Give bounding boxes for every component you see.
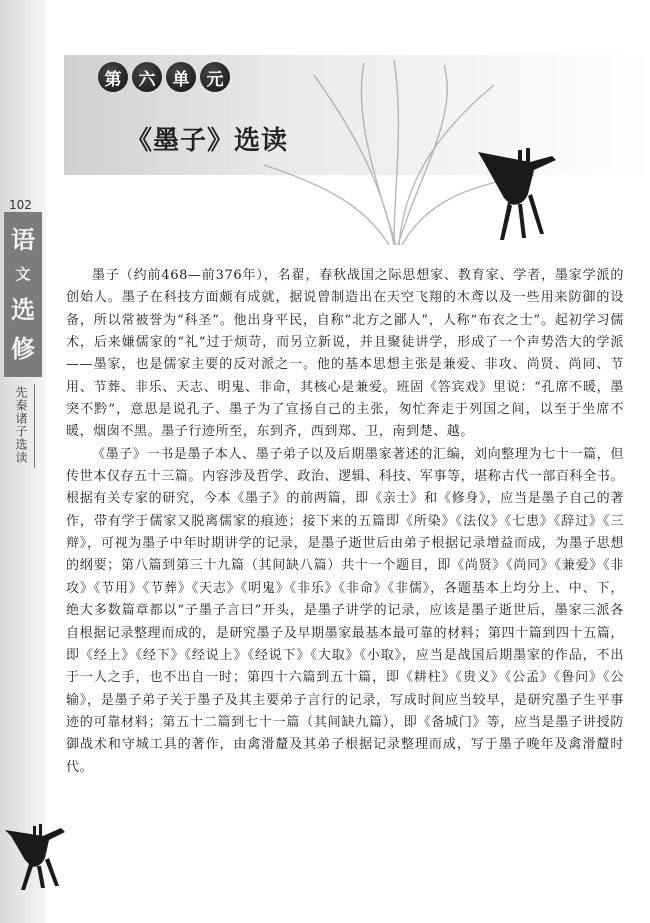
book-title-char: 修 bbox=[11, 334, 35, 364]
margin-divider bbox=[34, 384, 35, 468]
unit-char: 第 bbox=[98, 62, 128, 92]
unit-char: 单 bbox=[166, 62, 196, 92]
module-title: 先秦诸子选读 bbox=[14, 386, 28, 464]
book-title-char: 文 bbox=[15, 265, 31, 284]
unit-label bbox=[98, 62, 230, 92]
unit-char: 元 bbox=[200, 62, 230, 92]
bronze-jue-vessel-icon bbox=[470, 148, 560, 243]
bronze-jue-vessel-icon bbox=[3, 822, 67, 892]
paragraph: 墨子（约前468—前376年），名翟，春秋战国之际思想家、教育家、学者，墨家学派的创始人。墨子在科技方面颇有成就，据说曾制造出在天空飞翔的木鸢以及一些用来防御的设备，所以常被誉为“科圣”。他出身平民，自称“北方之鄙人”，人称“布衣之士”。起初学习儒术，后来嫌儒家的“礼”过于烦苛，而另立新说，并且聚徒讲学，形成了一个声势浩大的学派——墨家，也是儒家主要的反对派之一。他的基本思想主张是兼爱、非攻、尚贤、尚同、节用、节葬、非乐、天志、明鬼、非命，其核心是兼爱。班固《答宾戏》里说：“孔席不暖，墨突不黔”，意思是说孔子、墨子为了宣扬自己的主张，匆忙奔走于列国之间，以至于坐席不暖，烟囱不黑。墨子行迹所至，东到齐，西到郑、卫，南到楚、越。 bbox=[66, 268, 624, 440]
left-margin-strip bbox=[0, 0, 46, 923]
paragraph: 《墨子》一书是墨子本人、墨子弟子以及后期墨家著述的汇编，刘向整理为七十一篇，但传世本仅存五十三篇。内容涉及哲学、政治、逻辑、科技、军事等，堪称古代一部百科全书。根据有关专家的研究，今本《墨子》的前两篇，即《亲士》和《修身》，应当是墨子自己的著作，带有学于儒家又脱离儒家的痕迹；接下来的五篇即《所染》《法仪》《七患》《辞过》《三辩》，可视为墨子中年时期讲学的记录，是墨子逝世后由弟子根据记录增益而成，为墨子思想的纲要；第八篇到第三十九篇（其间缺八篇）共十一个题目，即《尚贤》《尚同》《兼爱》《非攻》《节用》《节葬》《天志》《明鬼》《非乐》《非命》《非儒》，各题基本上均分上、中、下，绝大多数篇章都以“子墨子言曰”开头，是墨子讲学的记录，应该是墨子逝世后，墨家三派各自根据记录整理而成的，是研究墨子及早期墨家最基本最可靠的材料；第四十篇到四十五篇，即《经上》《经下》《经说上》《经说下》《大取》《小取》，应当是战国后期墨家的作品，不出于一人之手，也不出自一时；第四十六篇到五十篇，即《耕柱》《贵义》《公孟》《鲁问》《公输》，是墨子弟子关于墨子及其主要弟子言行的记录，写成时间应当较早，是研究墨子生平事迹的可靠材料；第五十二篇到七十一篇（其间缺九篇），即《备城门》等，应当是墨子讲授防御战术和守城工具的著作，由禽滑釐及其弟子根据记录整理而成，写于墨子晚年及禽滑釐时代。 bbox=[66, 446, 624, 775]
chapter-title: 《墨子》选读 bbox=[126, 126, 289, 156]
unit-char: 六 bbox=[132, 62, 162, 92]
page-number: 102 bbox=[9, 198, 32, 212]
article-body bbox=[66, 265, 624, 779]
book-title-block bbox=[4, 212, 42, 377]
book-title-char: 选 bbox=[11, 294, 35, 324]
book-title-char: 语 bbox=[11, 224, 35, 254]
